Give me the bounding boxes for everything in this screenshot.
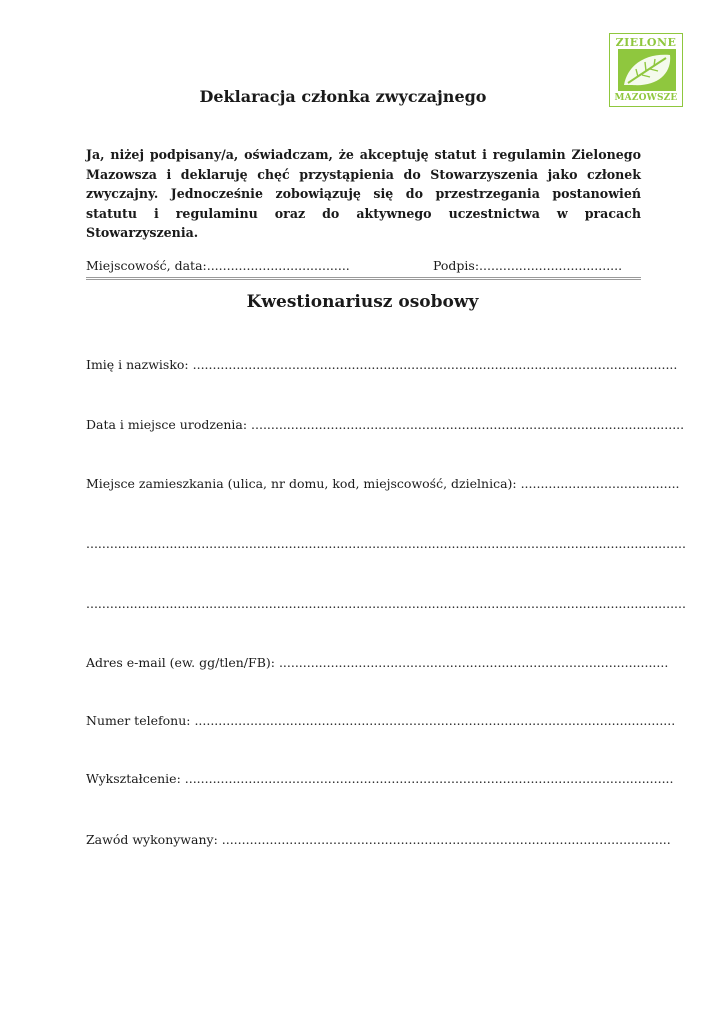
- address-field[interactable]: Miejsce zamieszkania (ulica, nr domu, kod, miejscowość, dzielnica): ........................................: [86, 476, 680, 491]
- address-line-3[interactable]: .......................................................................................................................................................: [86, 596, 686, 611]
- place-date-field[interactable]: Miejscowość, data:....................................: [86, 258, 350, 273]
- logo-text-top: ZIELONE: [615, 36, 677, 49]
- declaration-text: Ja, niżej podpisany/a, oświadczam, że akceptuję statut i regulamin Zielonego Mazowsza i deklaruję chęć przystąpienia do Stowarzyszenia jako członek zwyczajny. Jednocześnie zobowiązuję się do przestrzegania postanowień statutu i regulaminu oraz do aktywnego uczestnictwa w pracach Stowarzyszenia.: [86, 147, 641, 240]
- name-field[interactable]: Imię i nazwisko: ..........................................................................................................................: [86, 357, 678, 372]
- section-divider: [86, 277, 641, 280]
- address-line-2[interactable]: .......................................................................................................................................................: [86, 536, 686, 551]
- page-title: Deklaracja członka zwyczajnego: [199, 87, 487, 106]
- email-field[interactable]: Adres e-mail (ew. gg/tlen/FB): ..................................................................................................: [86, 655, 669, 670]
- birth-field[interactable]: Data i miejsce urodzenia: .............................................................................................................: [86, 417, 685, 432]
- logo-text-bottom: MAZOWSZE: [614, 93, 678, 103]
- questionnaire-title: Kwestionariusz osobowy: [246, 292, 479, 312]
- signature-field[interactable]: Podpis:....................................: [433, 258, 623, 273]
- phone-field[interactable]: Numer telefonu: .........................................................................................................................: [86, 713, 676, 728]
- occupation-field[interactable]: Zawód wykonywany: .................................................................................................................: [86, 832, 671, 847]
- education-field[interactable]: Wykształcenie: ...........................................................................................................................: [86, 771, 674, 786]
- leaf-icon: [618, 49, 676, 91]
